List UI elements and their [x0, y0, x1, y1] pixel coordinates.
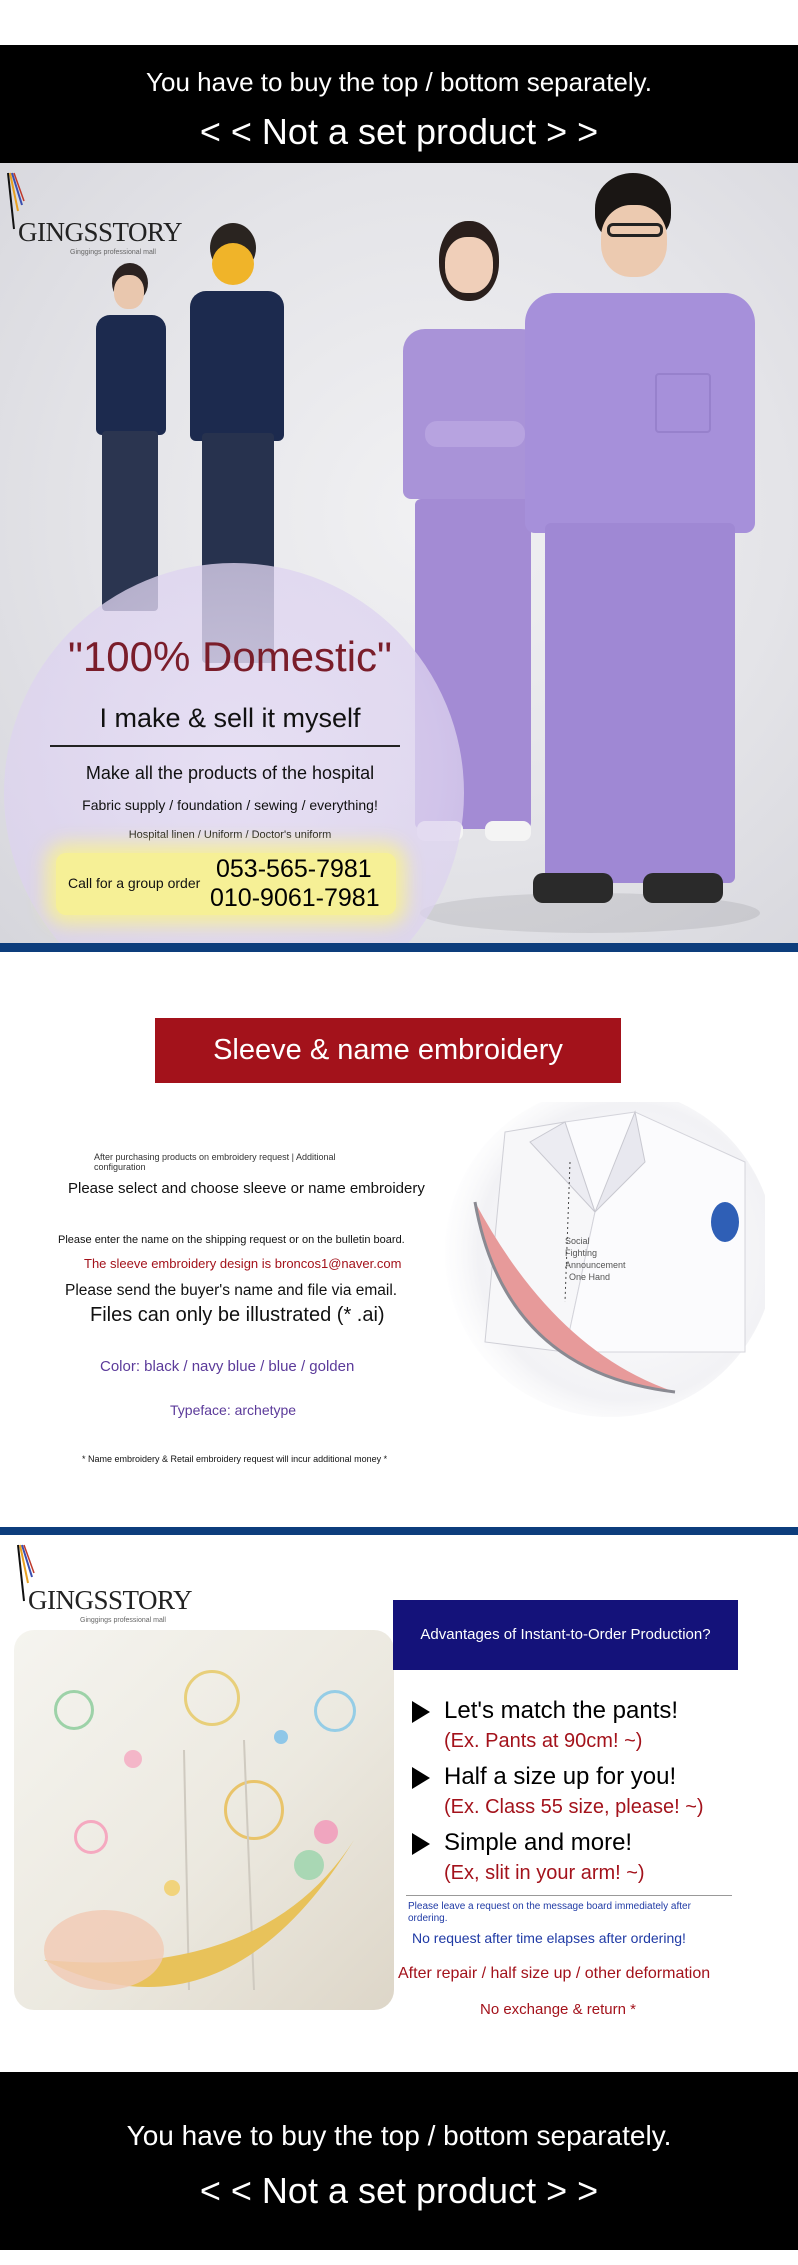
- advantage-main-1: Let's match the pants!: [444, 1697, 679, 1724]
- leave-request-note: Please leave a request on the message board immediately after ordering.: [408, 1901, 691, 1924]
- embroidery-select-line: Please select and choose sleeve or name embroidery: [68, 1180, 425, 1197]
- embroidery-title: Sleeve & name embroidery: [213, 1034, 563, 1066]
- triangle-bullet-icon: [412, 1767, 430, 1789]
- embroidery-after-purchasing: After purchasing products on embroidery request | Additional configuration: [94, 1152, 336, 1172]
- coat-embroidery-label-4: One Hand: [569, 1272, 611, 1282]
- group-order-callout: [56, 853, 396, 915]
- embroidery-files-line: Files can only be illustrated (* .ai): [90, 1304, 385, 1326]
- brand-tagline: Ginggings professional mall: [70, 249, 156, 256]
- hero-line-1: Make all the products of the hospital: [85, 763, 375, 783]
- embroidery-sleeve-design-email: The sleeve embroidery design is broncos1@naver.com: [84, 1256, 402, 1271]
- after-repair-note: After repair / half size up / other deformation: [398, 1965, 711, 1982]
- brand-tagline: Ginggings professional mall: [80, 1617, 166, 1624]
- embroidery-title-banner: [155, 1018, 621, 1083]
- hero-section: [0, 163, 798, 943]
- white-coat-image: [445, 1102, 765, 1422]
- hero-divider: [50, 745, 400, 747]
- hero-line-2: Fabric supply / foundation / sewing / everything!: [82, 797, 378, 813]
- phone-number-1[interactable]: 053-565-7981: [216, 855, 372, 883]
- fabric-sleeve-image: [14, 1630, 394, 2010]
- advantage-main-2: Half a size up for you!: [444, 1763, 677, 1790]
- embroidery-section: [0, 952, 798, 1527]
- coat-embroidery-label-2: Fighting: [565, 1248, 598, 1258]
- coat-embroidery-label-3: Announcement: [565, 1260, 626, 1270]
- call-label: Call for a group order: [68, 875, 201, 891]
- advantages-title: Advantages of Instant-to-Order Production?: [420, 1626, 711, 1643]
- embroidery-typeface: Typeface: archetype: [170, 1402, 297, 1418]
- coat-embroidery-label-1: Social: [565, 1236, 590, 1246]
- bottom-banner-line-2: < < Not a set product > >: [199, 2170, 599, 2211]
- embroidery-send-file: Please send the buyer's name and file via email.: [65, 1282, 398, 1299]
- hero-headline: "100% Domestic": [68, 633, 392, 680]
- top-banner-line-1: You have to buy the top / bottom separately.: [146, 67, 652, 97]
- no-request-note: No request after time elapses after ordering!: [412, 1930, 686, 1946]
- advantage-main-3: Simple and more!: [444, 1829, 633, 1856]
- phone-number-2[interactable]: 010-9061-7981: [210, 884, 380, 912]
- hero-subheadline: I make & sell it myself: [99, 703, 361, 733]
- advantage-sub-2: (Ex. Class 55 size, please! ~): [444, 1796, 704, 1818]
- face-emoji-icon: [212, 243, 254, 285]
- brand-name: GINGSSTORY: [28, 1585, 193, 1615]
- top-banner: [0, 45, 798, 163]
- production-section: [0, 1535, 798, 2065]
- advantage-sub-3: (Ex, slit in your arm! ~): [444, 1862, 645, 1884]
- bottom-banner-line-1: You have to buy the top / bottom separately.: [126, 2120, 672, 2151]
- top-banner-line-2: < < Not a set product > >: [199, 111, 599, 152]
- advantages-title-box: [393, 1600, 738, 1670]
- advantage-sub-1: (Ex. Pants at 90cm! ~): [444, 1730, 643, 1752]
- embroidery-enter-name: Please enter the name on the shipping request or on the bulletin board.: [58, 1234, 405, 1246]
- embroidery-colors: Color: black / navy blue / blue / golden: [100, 1358, 355, 1375]
- triangle-bullet-icon: [412, 1701, 430, 1723]
- triangle-bullet-icon: [412, 1833, 430, 1855]
- bottom-banner: [0, 2072, 798, 2250]
- production-divider: [406, 1895, 732, 1896]
- section-divider-1: [0, 943, 798, 952]
- hero-line-3: Hospital linen / Uniform / Doctor's uniform: [128, 829, 332, 841]
- embroidery-note: * Name embroidery & Retail embroidery request will incur additional money *: [82, 1454, 388, 1464]
- no-exchange-note: No exchange & return *: [480, 2001, 636, 2018]
- brand-name: GINGSSTORY: [18, 217, 183, 247]
